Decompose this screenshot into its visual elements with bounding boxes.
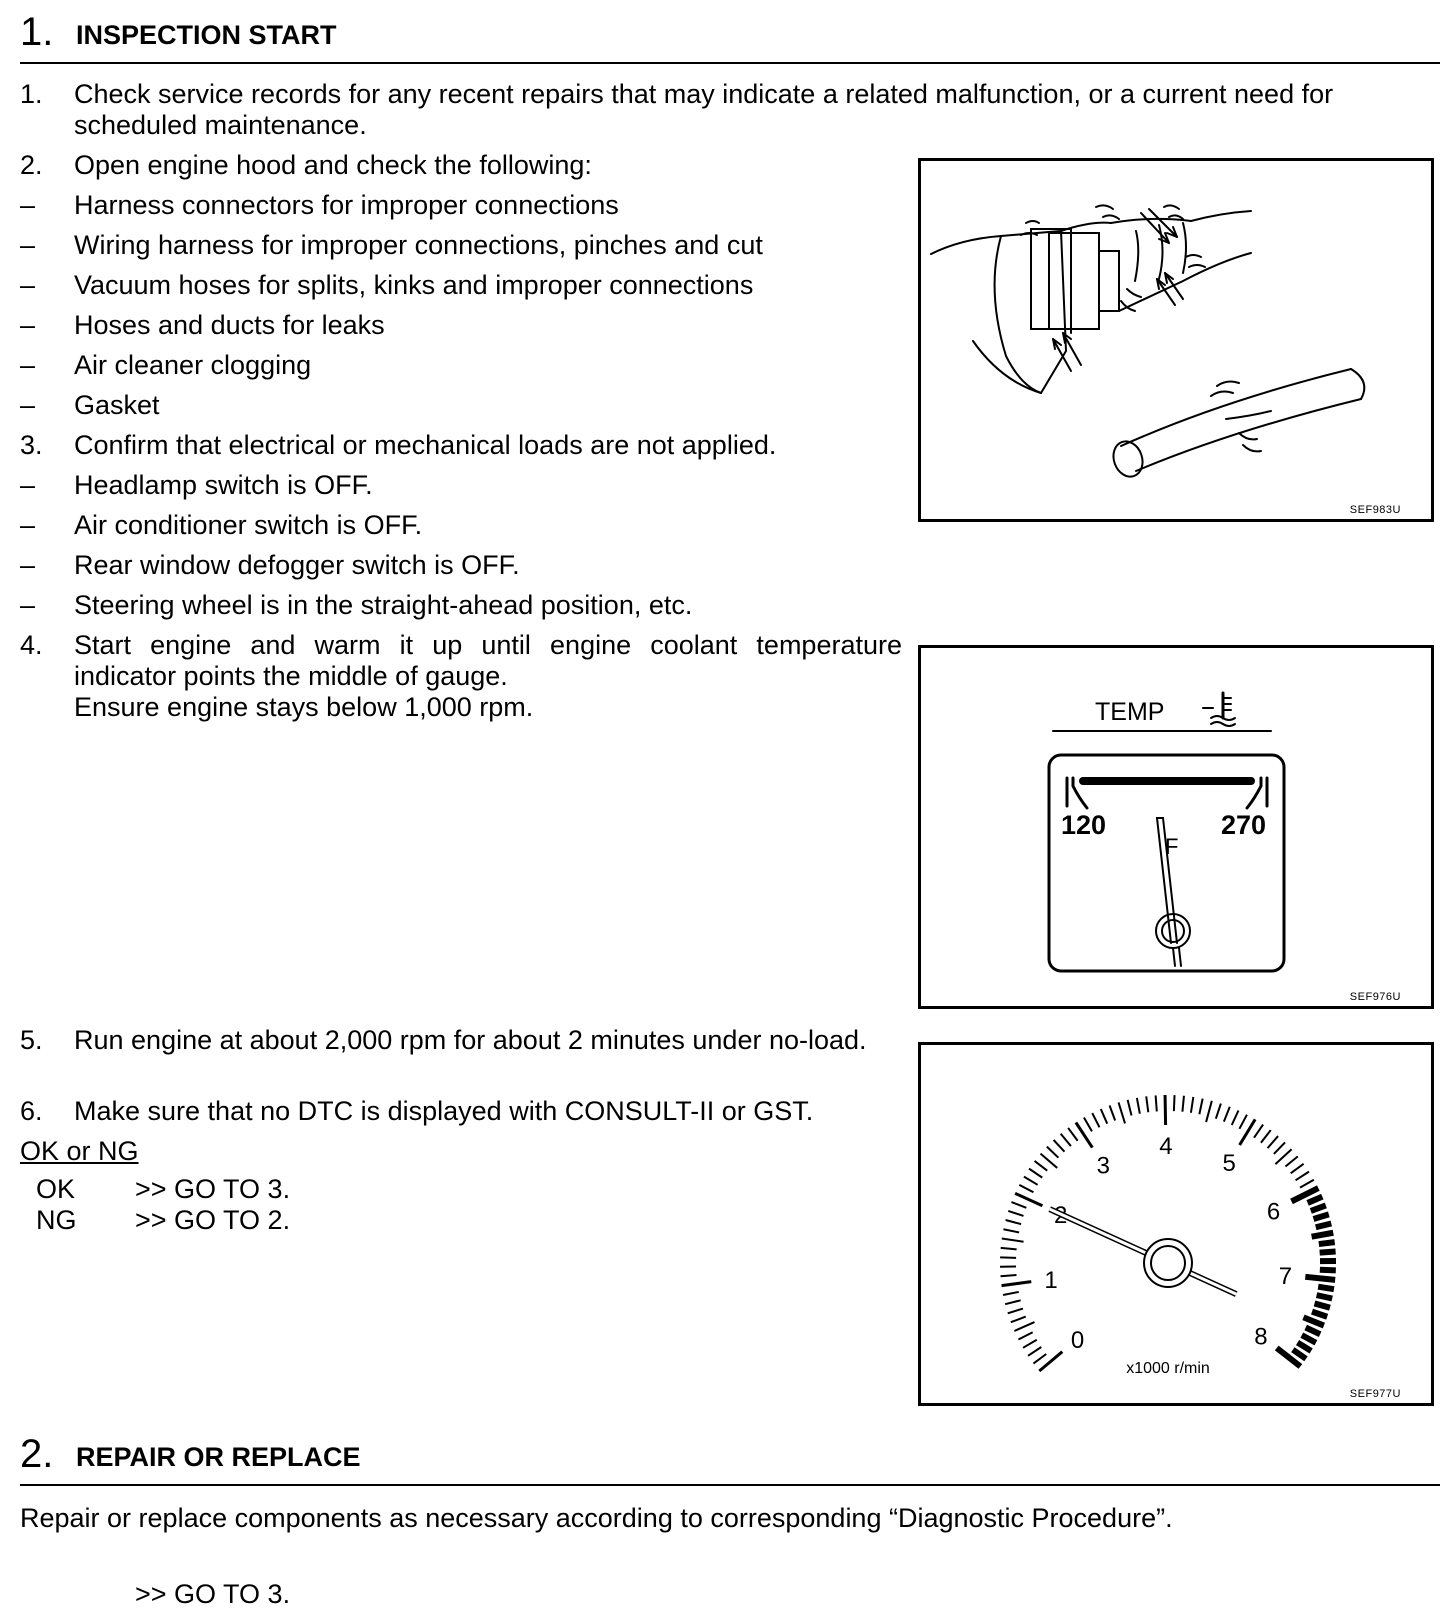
list-item: Air conditioner switch is OFF.	[74, 510, 422, 541]
tach-number-label: 2	[1054, 1202, 1067, 1229]
temp-gauge-low-value: 120	[1061, 812, 1106, 839]
tach-minor-tick	[1000, 1257, 1016, 1258]
tach-minor-tick	[1311, 1205, 1326, 1210]
tach-minor-tick	[1300, 1180, 1314, 1188]
tach-minor-tick	[1023, 1340, 1037, 1348]
list-item-marker: –	[20, 510, 70, 541]
tach-minor-tick	[1001, 1248, 1017, 1249]
step-6-text: Make sure that no DTC is displayed with CONSULT-II or GST.	[74, 1096, 813, 1127]
step-3-text: Confirm that electrical or mechanical loads are not applied.	[74, 430, 776, 461]
tach-minor-tick	[1199, 1099, 1202, 1115]
step-4-text: Start engine and warm it up until engine coolant temperature indicator points the middle of gauge.	[74, 630, 902, 692]
tach-minor-tick	[1101, 1109, 1107, 1124]
tach-number-label: 7	[1279, 1263, 1292, 1290]
tach-hub	[1151, 1246, 1185, 1280]
tach-number-label: 1	[1044, 1267, 1057, 1294]
list-item: Harness connectors for improper connections	[74, 190, 619, 221]
step-2-marker: 2.	[20, 150, 70, 181]
section-1-title: INSPECTION START	[76, 22, 337, 49]
list-item-marker: –	[20, 230, 70, 261]
tach-minor-tick	[1312, 1233, 1334, 1237]
tach-minor-tick	[1146, 1096, 1148, 1112]
figure-temp-gauge	[918, 645, 1434, 1009]
tach-minor-tick	[1291, 1164, 1304, 1173]
tach-minor-tick	[1296, 1172, 1309, 1181]
tach-minor-tick	[1239, 1115, 1247, 1129]
tach-minor-tick	[1261, 1130, 1271, 1143]
step-4-note: Ensure engine stays below 1,000 rpm.	[74, 692, 533, 723]
tach-minor-tick	[1293, 1350, 1306, 1359]
tach-minor-tick	[1274, 1142, 1285, 1153]
step-6-marker: 6.	[20, 1096, 70, 1127]
tach-minor-tick	[1084, 1118, 1092, 1132]
tach-minor-tick	[1011, 1317, 1026, 1323]
tach-minor-tick	[1014, 1322, 1034, 1331]
temp-gauge-illustration	[921, 648, 1431, 1006]
tach-minor-tick	[1206, 1101, 1212, 1122]
tach-minor-tick	[1002, 1239, 1024, 1242]
step-1-text: Check service records for any recent repairs that may indicate a related malfunction, or a current need for scheduled maintenance.	[74, 79, 1444, 141]
tach-minor-tick	[1216, 1104, 1221, 1119]
tachometer-illustration	[921, 1045, 1431, 1403]
tach-number-label: 6	[1267, 1198, 1280, 1225]
tach-minor-tick	[1137, 1098, 1140, 1114]
list-item-marker: –	[20, 350, 70, 381]
temp-gauge-label: TEMP	[1095, 700, 1164, 725]
list-item: Air cleaner clogging	[74, 350, 311, 381]
list-item: Steering wheel is in the straight-ahead position, etc.	[74, 590, 692, 621]
result-ng-label: NG	[36, 1205, 77, 1236]
tach-minor-tick	[1318, 1287, 1334, 1289]
tach-major-tick	[1165, 1095, 1166, 1125]
tach-minor-tick	[1061, 1134, 1071, 1146]
tach-number-label: 8	[1254, 1324, 1267, 1351]
tach-minor-tick	[1029, 1169, 1042, 1178]
figure-temp-caption: SEF976U	[1350, 992, 1401, 1003]
tach-number-label: 4	[1159, 1133, 1172, 1160]
tachometer-unit-label: x1000 r/min	[1126, 1360, 1210, 1377]
temp-gauge-high-value: 270	[1221, 812, 1266, 839]
hose-connector-illustration	[921, 161, 1431, 519]
tach-minor-tick	[1302, 1335, 1316, 1343]
tach-major-tick	[1039, 1352, 1062, 1371]
tach-minor-tick	[1024, 1177, 1038, 1185]
tach-minor-tick	[1003, 1229, 1019, 1232]
tach-minor-tick	[1028, 1347, 1041, 1356]
tach-minor-tick	[1008, 1211, 1023, 1216]
section-2-action[interactable]: >> GO TO 3.	[135, 1579, 290, 1610]
section-1-heading	[20, 10, 1440, 50]
tach-minor-tick	[1040, 1154, 1057, 1168]
result-ok-label: OK	[36, 1174, 75, 1205]
tach-minor-tick	[1019, 1185, 1033, 1192]
tach-major-tick	[1002, 1282, 1032, 1286]
tach-number-label: 0	[1071, 1327, 1084, 1354]
list-item: Rear window defogger switch is OFF.	[74, 550, 520, 581]
list-item: Wiring harness for improper connections, pinches and cut	[74, 230, 763, 261]
temp-gauge-needle-letter: F	[1165, 836, 1178, 858]
tach-minor-tick	[1018, 1332, 1032, 1339]
tach-minor-tick	[1006, 1220, 1021, 1224]
tach-minor-tick	[1005, 1300, 1021, 1304]
tach-minor-tick	[1313, 1214, 1328, 1219]
figure-tach-caption: SEF977U	[1350, 1389, 1401, 1400]
tach-minor-tick	[1306, 1327, 1320, 1334]
tach-minor-tick	[1119, 1102, 1125, 1123]
step-3-marker: 3.	[20, 430, 70, 461]
tach-minor-tick	[1035, 1161, 1048, 1171]
list-item-marker: –	[20, 550, 70, 581]
tach-minor-tick	[1275, 1149, 1291, 1164]
tach-minor-tick	[1191, 1097, 1193, 1113]
list-item-marker: –	[20, 310, 70, 341]
tach-minor-tick	[1316, 1223, 1332, 1227]
section-2-rule	[20, 1484, 1440, 1486]
tach-minor-tick	[1298, 1343, 1312, 1351]
section-1-rule	[20, 62, 1440, 64]
tach-minor-tick	[1047, 1147, 1059, 1158]
figure-hose-connector	[918, 158, 1434, 522]
list-item-marker: –	[20, 590, 70, 621]
tach-minor-tick	[1054, 1140, 1065, 1152]
list-item: Headlamp switch is OFF.	[74, 470, 373, 501]
result-heading: OK or NG	[20, 1136, 139, 1167]
tach-minor-tick	[1268, 1136, 1278, 1148]
step-4-marker: 4.	[20, 630, 70, 661]
section-2-title: REPAIR OR REPLACE	[76, 1444, 361, 1471]
tach-minor-tick	[1315, 1303, 1330, 1307]
tach-minor-tick	[1320, 1270, 1336, 1271]
section-1-number: 1.	[20, 12, 53, 52]
list-item-marker: –	[20, 390, 70, 421]
tach-minor-tick	[1182, 1096, 1184, 1112]
tach-minor-tick	[1312, 1312, 1327, 1317]
tach-minor-tick	[1285, 1156, 1297, 1166]
list-item: Hoses and ducts for leaks	[74, 310, 385, 341]
tach-number-label: 3	[1097, 1152, 1110, 1179]
tach-minor-tick	[1008, 1309, 1023, 1314]
tach-minor-tick	[1011, 1202, 1026, 1208]
list-item-marker: –	[20, 190, 70, 221]
tach-minor-tick	[1156, 1095, 1157, 1111]
list-item: Vacuum hoses for splits, kinks and improper connections	[74, 270, 753, 301]
tach-minor-tick	[1320, 1252, 1336, 1253]
section-2-number: 2.	[20, 1434, 53, 1474]
tach-minor-tick	[1232, 1110, 1239, 1125]
tach-minor-tick	[1303, 1317, 1323, 1325]
result-ng-action[interactable]: >> GO TO 2.	[135, 1205, 290, 1236]
tach-minor-tick	[1317, 1295, 1333, 1298]
step-5-text: Run engine at about 2,000 rpm for about 2 minutes under no-load.	[74, 1025, 902, 1056]
tach-minor-tick	[1308, 1197, 1323, 1203]
tach-minor-tick	[1319, 1242, 1335, 1244]
tach-number-label: 5	[1223, 1150, 1236, 1177]
tach-needle	[1050, 1209, 1237, 1294]
tach-minor-tick	[1068, 1128, 1078, 1141]
list-item-marker: –	[20, 270, 70, 301]
tach-minor-tick	[1128, 1100, 1132, 1116]
tach-minor-tick	[1110, 1105, 1116, 1120]
list-item-marker: –	[20, 470, 70, 501]
step-1-marker: 1.	[20, 79, 70, 110]
figure-hose-caption: SEF983U	[1350, 505, 1401, 516]
tach-minor-tick	[1254, 1125, 1263, 1138]
figure-tachometer	[918, 1042, 1434, 1406]
tach-minor-tick	[1033, 1354, 1046, 1364]
tach-minor-tick	[1174, 1095, 1175, 1111]
tach-minor-tick	[1003, 1292, 1019, 1295]
section-2-heading	[20, 1432, 1440, 1472]
tach-minor-tick	[1092, 1113, 1099, 1127]
tach-major-tick	[1305, 1277, 1335, 1280]
step-5-marker: 5.	[20, 1025, 70, 1056]
section-2-text: Repair or replace components as necessary according to corresponding “Diagnostic Procedure”.	[20, 1503, 1173, 1534]
result-ok-action[interactable]: >> GO TO 3.	[135, 1174, 290, 1205]
list-item: Gasket	[74, 390, 160, 421]
step-2-text: Open engine hood and check the following:	[74, 150, 592, 181]
tach-minor-tick	[1001, 1275, 1017, 1276]
tach-major-tick	[1015, 1193, 1042, 1205]
tach-minor-tick	[1224, 1107, 1230, 1122]
